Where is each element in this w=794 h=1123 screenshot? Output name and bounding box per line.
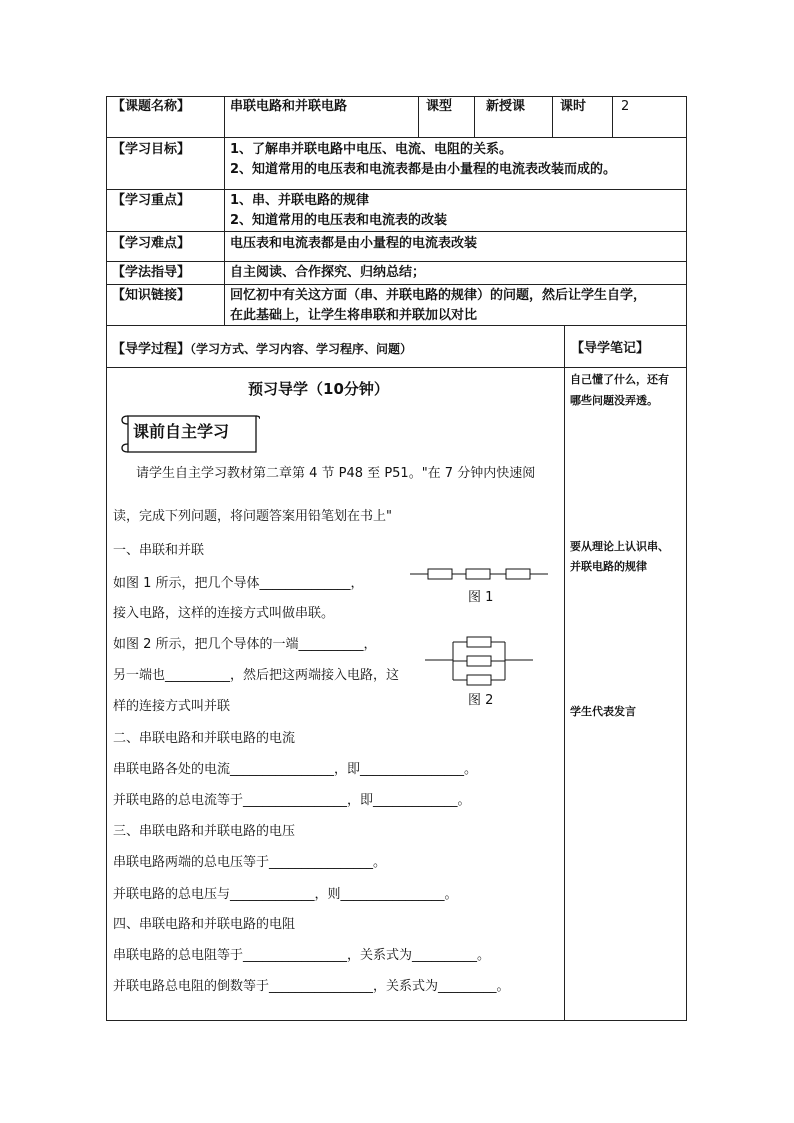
- process-label: [112, 339, 412, 360]
- method-line-1: 自主阅读、合作探究、归纳总结；: [230, 265, 426, 280]
- topic-label: 【课题名称】: [112, 99, 191, 114]
- link-line-2: 在此基础上，让学生将串联和并联加以对比: [230, 308, 478, 323]
- goals-line-2: 2、知道常用的电压表和电流表都是由小量程的电流表改装而成的。: [230, 162, 617, 177]
- badge-text: 课前自主学习: [133, 422, 230, 441]
- s3-line-2: 并联电路的总电压与_____________，则________________。: [113, 887, 458, 902]
- notes-label: 【导学笔记】: [571, 341, 650, 356]
- link-label: 【知识链接】: [112, 288, 191, 303]
- s1-line-3: 如图 2 所示，把几个导体的一端__________，: [113, 637, 377, 652]
- s4-line-2: 并联电路总电阻的倒数等于________________，关系式为_________。: [113, 979, 510, 994]
- note-2-line-1: 要从理论上认识串、: [570, 540, 669, 553]
- intro-line-1: 请学生自主学习教材第二章第 4 节 P48 至 P51。"在 7 分钟内快速阅: [136, 466, 536, 481]
- hours-value: 2: [621, 99, 630, 114]
- method-label: 【学法指导】: [112, 265, 191, 280]
- focus-line-2: 2、知道常用的电压表和电流表的改装: [230, 213, 448, 228]
- difficulty-label: 【学习难点】: [112, 236, 191, 251]
- s1-line-1: 如图 1 所示，把几个导体______________，: [113, 576, 364, 591]
- process-label-text: 【导学过程】: [112, 342, 191, 357]
- s2-title: 二、串联电路和并联电路的电流: [113, 731, 296, 746]
- focus-label: 【学习重点】: [112, 193, 191, 208]
- s3-title: 三、串联电路和并联电路的电压: [113, 824, 296, 839]
- intro-line-2: 读，完成下列问题，将问题答案用铅笔划在书上": [113, 509, 392, 524]
- s1-title: 一、串联和并联: [113, 543, 205, 558]
- s2-line-2: 并联电路的总电流等于________________，即_____________。: [113, 793, 471, 808]
- topic-value: 串联电路和并联电路: [230, 99, 348, 114]
- s1-line-4: 另一端也__________，然后把这两端接入电路，这: [113, 668, 400, 683]
- note-1-line-2: 哪些问题没弄透。: [570, 394, 658, 407]
- type-label: 课型: [426, 99, 453, 114]
- s4-title: 四、串联电路和并联电路的电阻: [113, 917, 296, 932]
- s3-line-1: 串联电路两端的总电压等于________________。: [113, 855, 387, 870]
- series-circuit-diagram: [410, 566, 550, 584]
- fig1-caption: 图 1: [468, 590, 494, 605]
- parallel-circuit-diagram: [425, 634, 537, 686]
- s1-line-2: 接入电路，这样的连接方式叫做串联。: [113, 606, 335, 621]
- focus-line-1: 1、串、并联电路的规律: [230, 193, 370, 208]
- fig2-caption: 图 2: [468, 693, 494, 708]
- difficulty-line-1: 电压表和电流表都是由小量程的电流表改装: [230, 236, 478, 251]
- note-2-line-2: 并联电路的规律: [570, 560, 647, 573]
- link-line-1: 回忆初中有关这方面（串、并联电路的规律）的问题，然后让学生自学，: [230, 288, 647, 303]
- goals-label: 【学习目标】: [112, 142, 191, 157]
- type-value: 新授课: [486, 99, 526, 114]
- section-title: 预习导学（10分钟）: [248, 380, 389, 398]
- s1-line-5: 样的连接方式叫并联: [113, 699, 231, 714]
- goals-line-1: 1、了解串并联电路中电压、电流、电阻的关系。: [230, 142, 513, 157]
- hours-label: 课时: [560, 99, 587, 114]
- s4-line-1: 串联电路的总电阻等于________________，关系式为__________。: [113, 948, 491, 963]
- s2-line-1: 串联电路各处的电流________________，即________________。: [113, 762, 478, 777]
- note-3: 学生代表发言: [570, 705, 636, 718]
- process-sub: （学习方式、学习内容、学习程序、问题）: [190, 342, 413, 356]
- note-1-line-1: 自己懂了什么，还有: [570, 373, 669, 386]
